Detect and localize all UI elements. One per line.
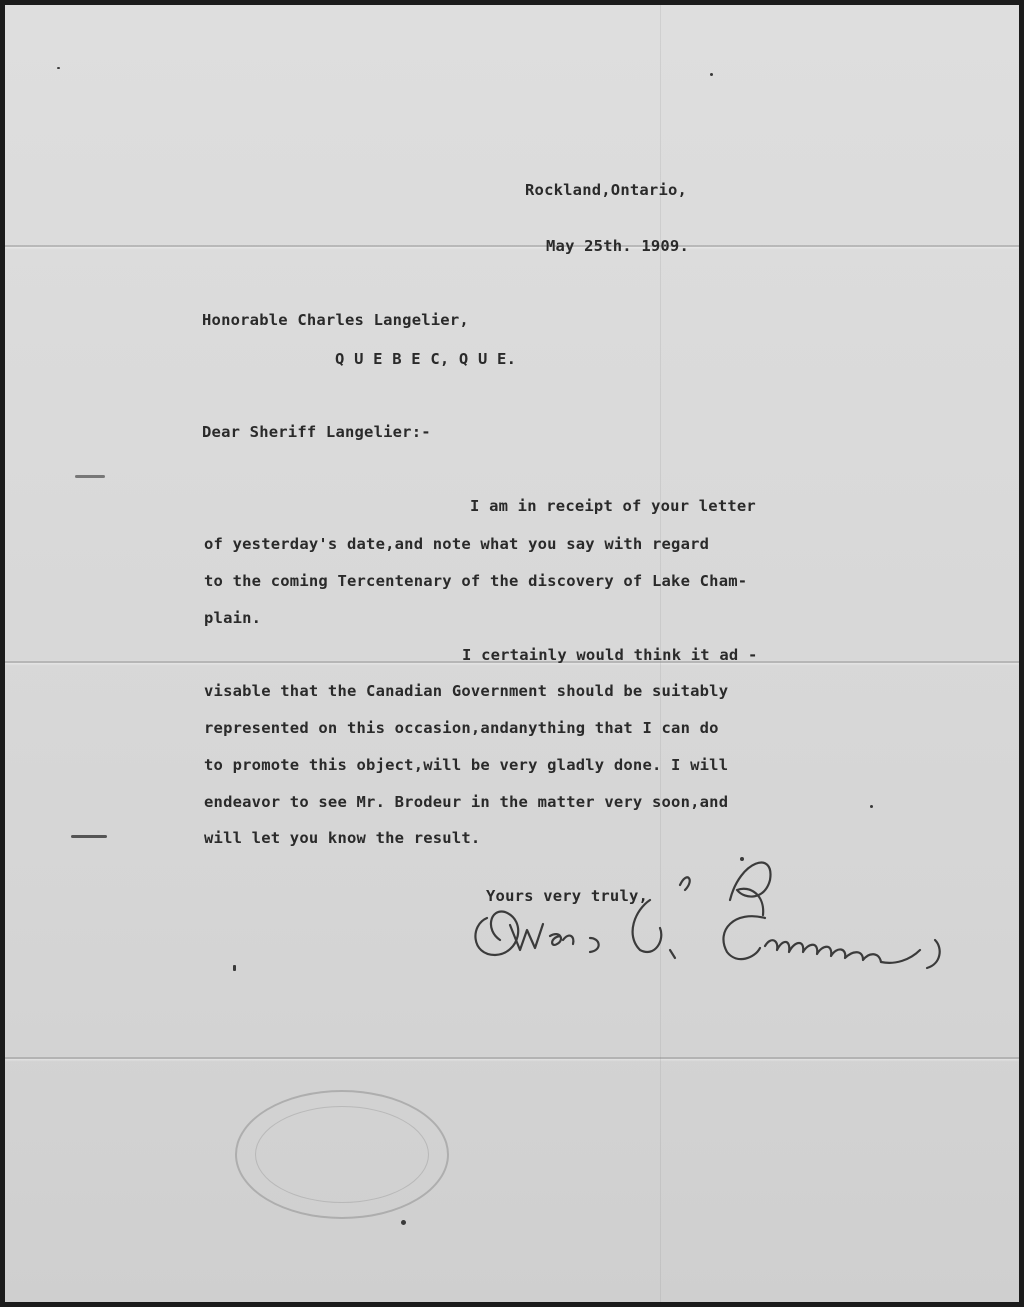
ink-speck	[233, 965, 236, 971]
ink-speck	[401, 1220, 406, 1225]
date-line: May 25th. 1909.	[546, 237, 689, 255]
recipient-name: Honorable Charles Langelier,	[202, 311, 469, 329]
letter-page	[5, 5, 1019, 1302]
handwritten-signature	[465, 840, 955, 1000]
body-line: plain.	[204, 609, 262, 627]
ink-mark	[71, 835, 107, 838]
ink-speck	[870, 805, 873, 808]
body-line: represented on this occasion,andanything that I can do	[204, 719, 719, 737]
body-line: of yesterday's date,and note what you say with regard	[204, 535, 710, 553]
recipient-city: Q U E B E C, Q U E.	[335, 350, 517, 368]
ink-speck	[740, 857, 744, 861]
body-line: will let you know the result.	[204, 829, 481, 847]
body-line: endeavor to see Mr. Brodeur in the matter very soon,and	[204, 793, 729, 811]
fold-line	[5, 1057, 1019, 1059]
ink-speck	[710, 73, 713, 76]
salutation: Dear Sheriff Langelier:-	[202, 423, 431, 441]
closing: Yours very truly,	[486, 887, 649, 905]
body-line: I am in receipt of your letter	[470, 497, 756, 515]
body-line: I certainly would think it ad -	[462, 646, 758, 664]
archive-stamp-inner	[255, 1106, 429, 1203]
archive-stamp	[235, 1090, 449, 1219]
body-line: visable that the Canadian Government should be suitably	[204, 682, 729, 700]
body-line: to the coming Tercentenary of the discovery of Lake Cham-	[204, 572, 748, 590]
ink-speck	[57, 67, 60, 69]
fold-line	[5, 245, 1019, 247]
place-line: Rockland,Ontario,	[525, 181, 688, 199]
ink-mark	[75, 475, 105, 478]
body-line: to promote this object,will be very gladly done. I will	[204, 756, 729, 774]
